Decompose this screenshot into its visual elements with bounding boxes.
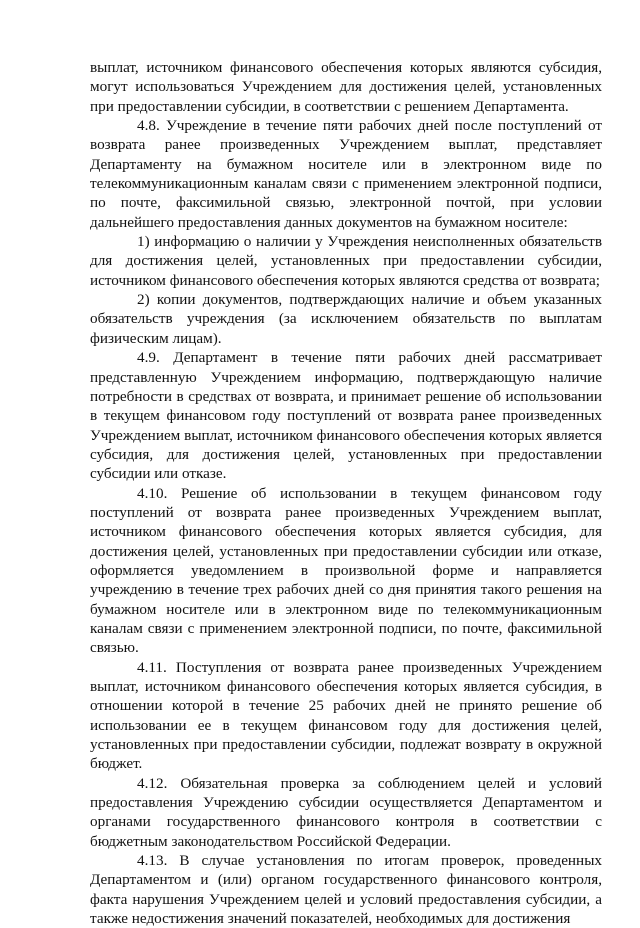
paragraph-4-9: 4.9. Департамент в течение пяти рабочих дней рассматривает представленную Учреждением информацию, подтверждающую наличие потребности в средствах от возврата, и принимает решение об использовании в текущем финансовом году поступлений от возврата ранее произведенных Учреждением выплат, источником финансового обеспечения которых является субсидия, для достижения целей, установленных при предоставлении субсидии или отказе. — [90, 349, 602, 483]
paragraph-4-12: 4.12. Обязательная проверка за соблюдением целей и условий предоставления Учреждению субсидии осуществляется Департаментом и органами государственного финансового контроля в соответствии с бюджетным законодательством Российской Федерации. — [90, 774, 602, 850]
paragraph-list-item-2: 2) копии документов, подтверждающих наличие и объем указанных обязательств учреждения (за исключением обязательств по выплатам физическим лицам). — [90, 291, 602, 347]
paragraph-4-13: 4.13. В случае установления по итогам проверок, проведенных Департаментом и (или) органом государственного финансового контроля, факта нарушения Учреждением целей и условий предоставления субсидии, а также недостижения значений показателей, необходимых для достижения — [90, 852, 602, 928]
paragraph-4-10: 4.10. Решение об использовании в текущем финансовом году поступлений от возврата ранее произведенных Учреждением выплат, источником финансового обеспечения которых является субсидия, для достижения целей, установленных при предоставлении субсидии или отказе, оформляется уведомлением в произвольной форме и направляется учреждению в течение трех рабочих дней со дня принятия такого решения на бумажном носителе или в электронном виде по телекоммуникационным каналам связи с применением электронной подписи, по почте, факсимильной связью. — [90, 484, 602, 657]
paragraph-4-8: 4.8. Учреждение в течение пяти рабочих дней после поступлений от возврата ранее произведенных Учреждением выплат, представляет Департаменту на бумажном носителе или в электронном виде по телекоммуникационным каналам связи с применением электронной подписи, по почте, факсимильной связью, электронной почтой, при условии дальнейшего предоставления данных документов на бумажном носителе: — [90, 117, 602, 231]
document-body — [90, 58, 602, 928]
paragraph-list-item-1: 1) информацию о наличии у Учреждения неисполненных обязательств для достижения целей, установленных при предоставлении субсидии, источником финансового обеспечения которых являются средства от возврата; — [90, 233, 602, 289]
paragraph-continuation: выплат, источником финансового обеспечения которых являются субсидия, могут использоваться Учреждением для достижения целей, установленных при предоставлении субсидии, в соответствии с решением Департамента. — [90, 59, 602, 115]
paragraph-4-11: 4.11. Поступления от возврата ранее произведенных Учреждением выплат, источником финансового обеспечения которых является субсидия, в отношении которой в течение 25 рабочих дней не принято решение об использовании ее в текущем финансовом году для достижения целей, установленных при предоставлении субсидии, подлежат возврату в окружной бюджет. — [90, 658, 602, 773]
